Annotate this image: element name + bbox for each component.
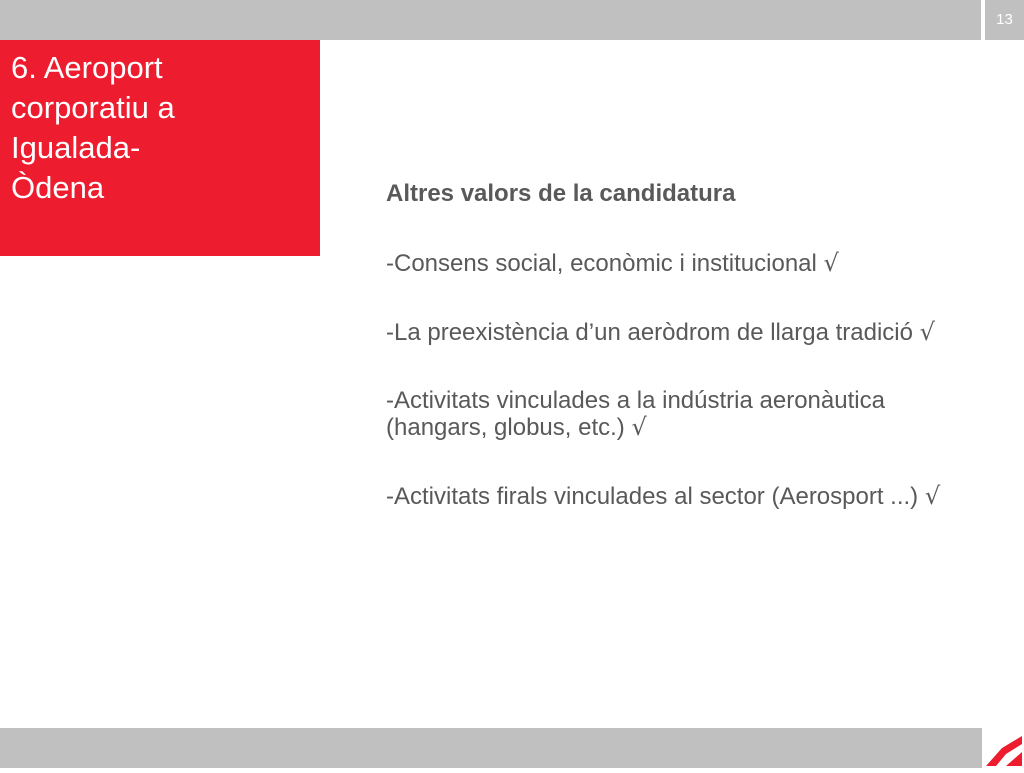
top-bar [0,0,981,40]
bottom-bar [0,728,1024,768]
bullet-text: -La preexistència d’un aeròdrom de llarga tradició [386,319,913,346]
bullet-item [386,250,966,277]
check-mark-icon: √ [919,318,935,346]
content-heading: Altres valors de la candidatura [386,180,736,207]
bullet-text: -Consens social, econòmic i institucional [386,250,817,277]
bullet-item [386,319,966,346]
brand-logo-svg [982,728,1024,768]
title-box [0,40,320,256]
slide-title: 6. Aeroport corporatiu a Igualada-Òdena [11,50,175,205]
bullet-item [386,388,966,441]
brand-logo-icon [982,728,1024,768]
slide-content [386,180,966,552]
page-number: 13 [985,0,1024,40]
check-mark-icon: √ [631,413,647,441]
bullet-item [386,483,966,510]
bullet-text: -Activitats vinculades a la indústria aeronàutica (hangars, globus, etc.) [386,387,885,441]
check-mark-icon: √ [924,482,941,510]
check-mark-icon: √ [823,249,839,277]
bullet-text: -Activitats firals vinculades al sector (Aerosport ...) [386,483,919,510]
